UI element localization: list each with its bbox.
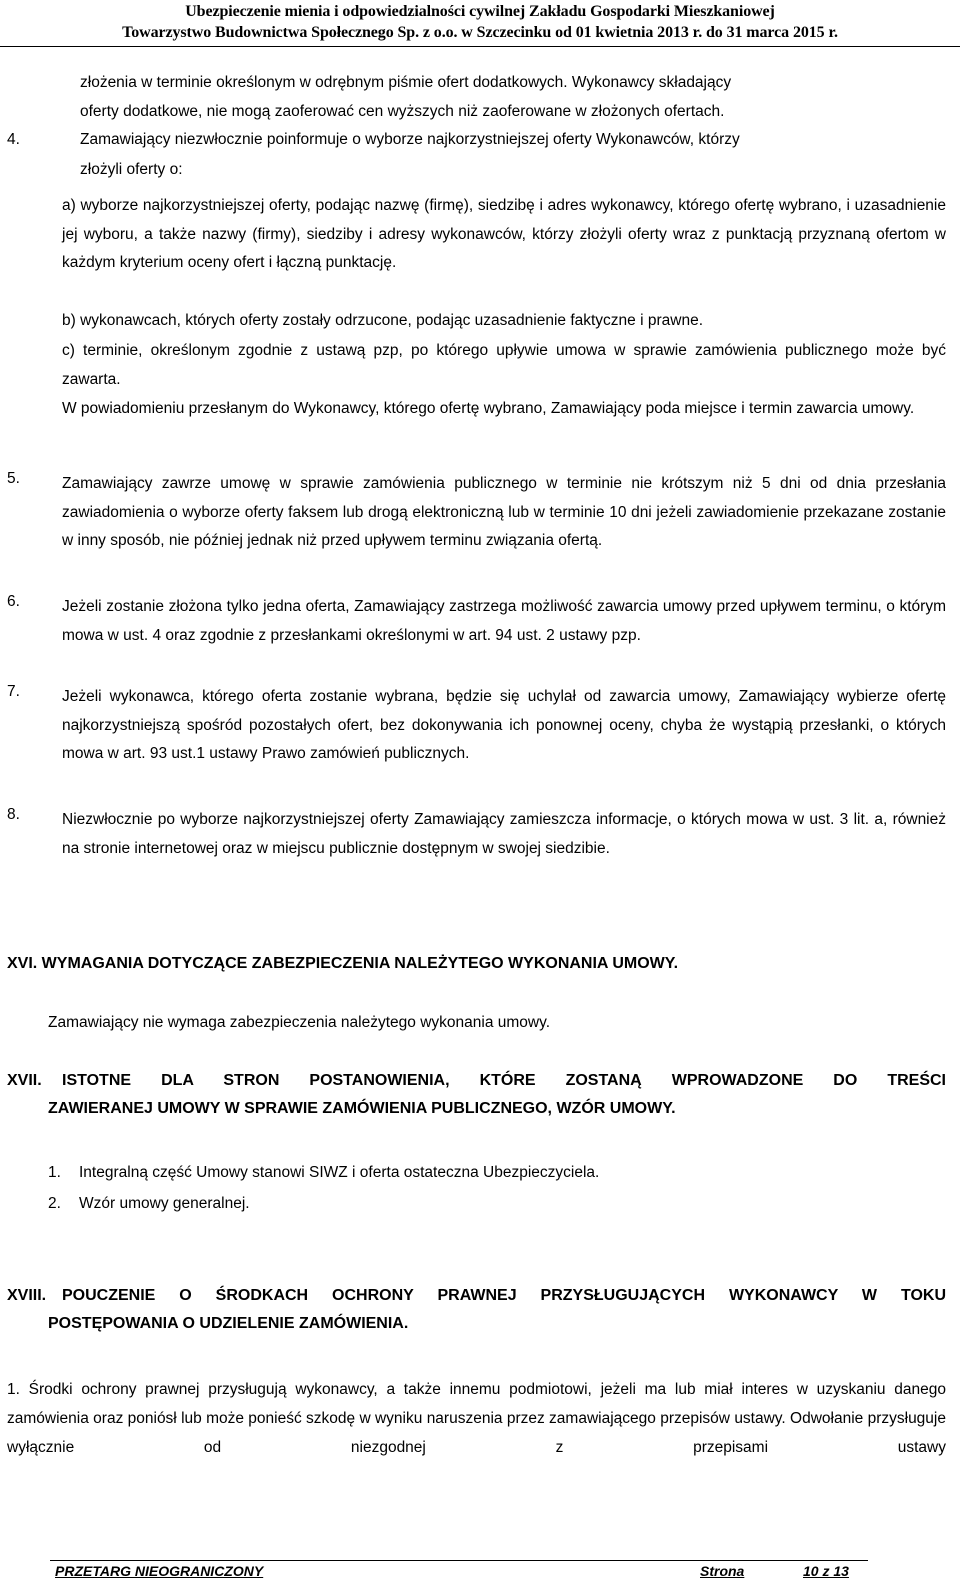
section-18-title-line-1: POUCZENIE O ŚRODKACH OCHRONY PRAWNEJ PRZYSŁUGUJĄCYCH WYKONAWCY W TOKU <box>62 1287 946 1304</box>
page-header <box>0 1 960 43</box>
header-rule <box>0 46 960 47</box>
item-5-number: 5. <box>7 470 20 487</box>
item-4-a: a) wyborze najkorzystniejszej oferty, podając nazwę (firmę), siedzibę i adres wykonawcy, którego ofertę wybrano, i uzasadnienie jej wyboru, a także nazwy (firmy), siedziby i adresy wykonawców, którzy złożyli oferty wraz z punktacją przyznaną ofertom w każdym kryterium oceny ofert i łączną punktację. <box>62 197 946 272</box>
item-4-line-1: Zamawiający niezwłocznie poinformuje o wyborze najkorzystniejszej oferty Wykonawców, którzy <box>80 131 740 148</box>
section-18-title-line-2: POSTĘPOWANIA O UDZIELENIE ZAMÓWIENIA. <box>48 1315 409 1332</box>
footer-page-number: 10 z 13 <box>803 1563 849 1579</box>
section-17-item-2-text: Wzór umowy generalnej. <box>79 1195 250 1212</box>
section-16-body: Zamawiający nie wymaga zabezpieczenia należytego wykonania umowy. <box>48 1014 550 1031</box>
item-5-text: Zamawiający zawrze umowę w sprawie zamówienia publicznego w terminie nie krótszym niż 5 dni od dnia przesłania zawiadomienia o wyborze oferty faksem lub drogą elektroniczną lub w terminie 10 dni jeżeli zawiadomienie przekazane zostanie w inny sposób, nie później jednak niż przed upływem terminu związania ofertą. <box>62 475 946 550</box>
footer-page-label: Strona <box>700 1563 745 1579</box>
item-6-text: Jeżeli zostanie złożona tylko jedna oferta, Zamawiający zastrzega możliwość zawarcia umowy przed upływem terminu, o którym mowa w ust. 4 oraz zgodnie z przesłankami określonymi w art. 94 ust. 2 ustawy pzp. <box>62 598 946 644</box>
item-4-line-2: złożyli oferty o: <box>80 161 183 178</box>
section-17-item-1-number: 1. <box>48 1164 61 1181</box>
footer-rule <box>50 1560 868 1561</box>
item-8-text: Niezwłocznie po wyborze najkorzystniejszej oferty Zamawiający zamieszcza informacje, o których mowa w ust. 3 lit. a, również na stronie internetowej oraz w miejscu publicznie dostępnym w swojej siedzibie. <box>62 811 946 857</box>
intro-line-1: złożenia w terminie określonym w odrębnym piśmie ofert dodatkowych. Wykonawcy składający <box>80 74 732 91</box>
header-line-1: Ubezpieczenie mienia i odpowiedzialności cywilnej Zakładu Gospodarki Mieszkaniowej <box>185 3 775 20</box>
item-7-number: 7. <box>7 683 20 700</box>
section-17-number: XVII. <box>7 1072 42 1089</box>
intro-line-2: oferty dodatkowe, nie mogą zaoferować cen wyższych niż zaoferowane w złożonych ofertach. <box>80 103 725 120</box>
section-16-heading: XVI. WYMAGANIA DOTYCZĄCE ZABEZPIECZENIA NALEŻYTEGO WYKONANIA UMOWY. <box>7 955 679 972</box>
item-7-text: Jeżeli wykonawca, którego oferta zostanie wybrana, będzie się uchylał od zawarcia umowy, Zamawiający wybierze ofertę najkorzystniejszą spośród pozostałych ofert, bez dokonywania ich ponownej oceny, chyba że wystąpią przesłanki, o których mowa w art. 93 ust.1 ustawy Prawo zamówień publicznych. <box>62 688 946 763</box>
item-8-number: 8. <box>7 806 20 823</box>
item-6-number: 6. <box>7 593 20 610</box>
item-4-b: b) wykonawcach, których oferty zostały odrzucone, podając uzasadnienie faktyczne i prawne. <box>62 312 704 329</box>
item-4-c: c) terminie, określonym zgodnie z ustawą pzp, po którego upływie umowa w sprawie zamówienia publicznego może być zawarta. <box>62 342 946 388</box>
section-18-number: XVIII. <box>7 1287 47 1304</box>
section-17-title-line-2: ZAWIERANEJ UMOWY W SPRAWIE ZAMÓWIENIA PUBLICZNEGO, WZÓR UMOWY. <box>48 1100 676 1117</box>
section-17-item-2-number: 2. <box>48 1195 61 1212</box>
section-17-item-1-text: Integralną część Umowy stanowi SIWZ i oferta ostateczna Ubezpieczyciela. <box>79 1164 600 1181</box>
item-4-number: 4. <box>7 131 20 148</box>
header-line-2: Towarzystwo Budownictwa Społecznego Sp. z o.o. w Szczecinku od 01 kwietnia 2013 r. do 31 marca 2015 r. <box>122 24 838 41</box>
item-4-w: W powiadomieniu przesłanym do Wykonawcy, którego ofertę wybrano, Zamawiający poda miejsce i termin zawarcia umowy. <box>62 400 915 417</box>
section-18-body: 1. Środki ochrony prawnej przysługują wykonawcy, a także innemu podmiotowi, jeżeli ma lub miał interes w uzyskaniu danego zamówienia oraz poniósł lub może ponieść szkodę w wyniku naruszenia przez zamawiającego przepisów ustawy. Odwołanie przysługuje wyłącznie od niezgodnej z przepisami ustawy <box>7 1381 946 1456</box>
footer-left-label: PRZETARG NIEOGRANICZONY <box>55 1563 264 1579</box>
section-17-title-line-1: ISTOTNE DLA STRON POSTANOWIENIA, KTÓRE ZOSTANĄ WPROWADZONE DO TREŚCI <box>62 1072 946 1089</box>
